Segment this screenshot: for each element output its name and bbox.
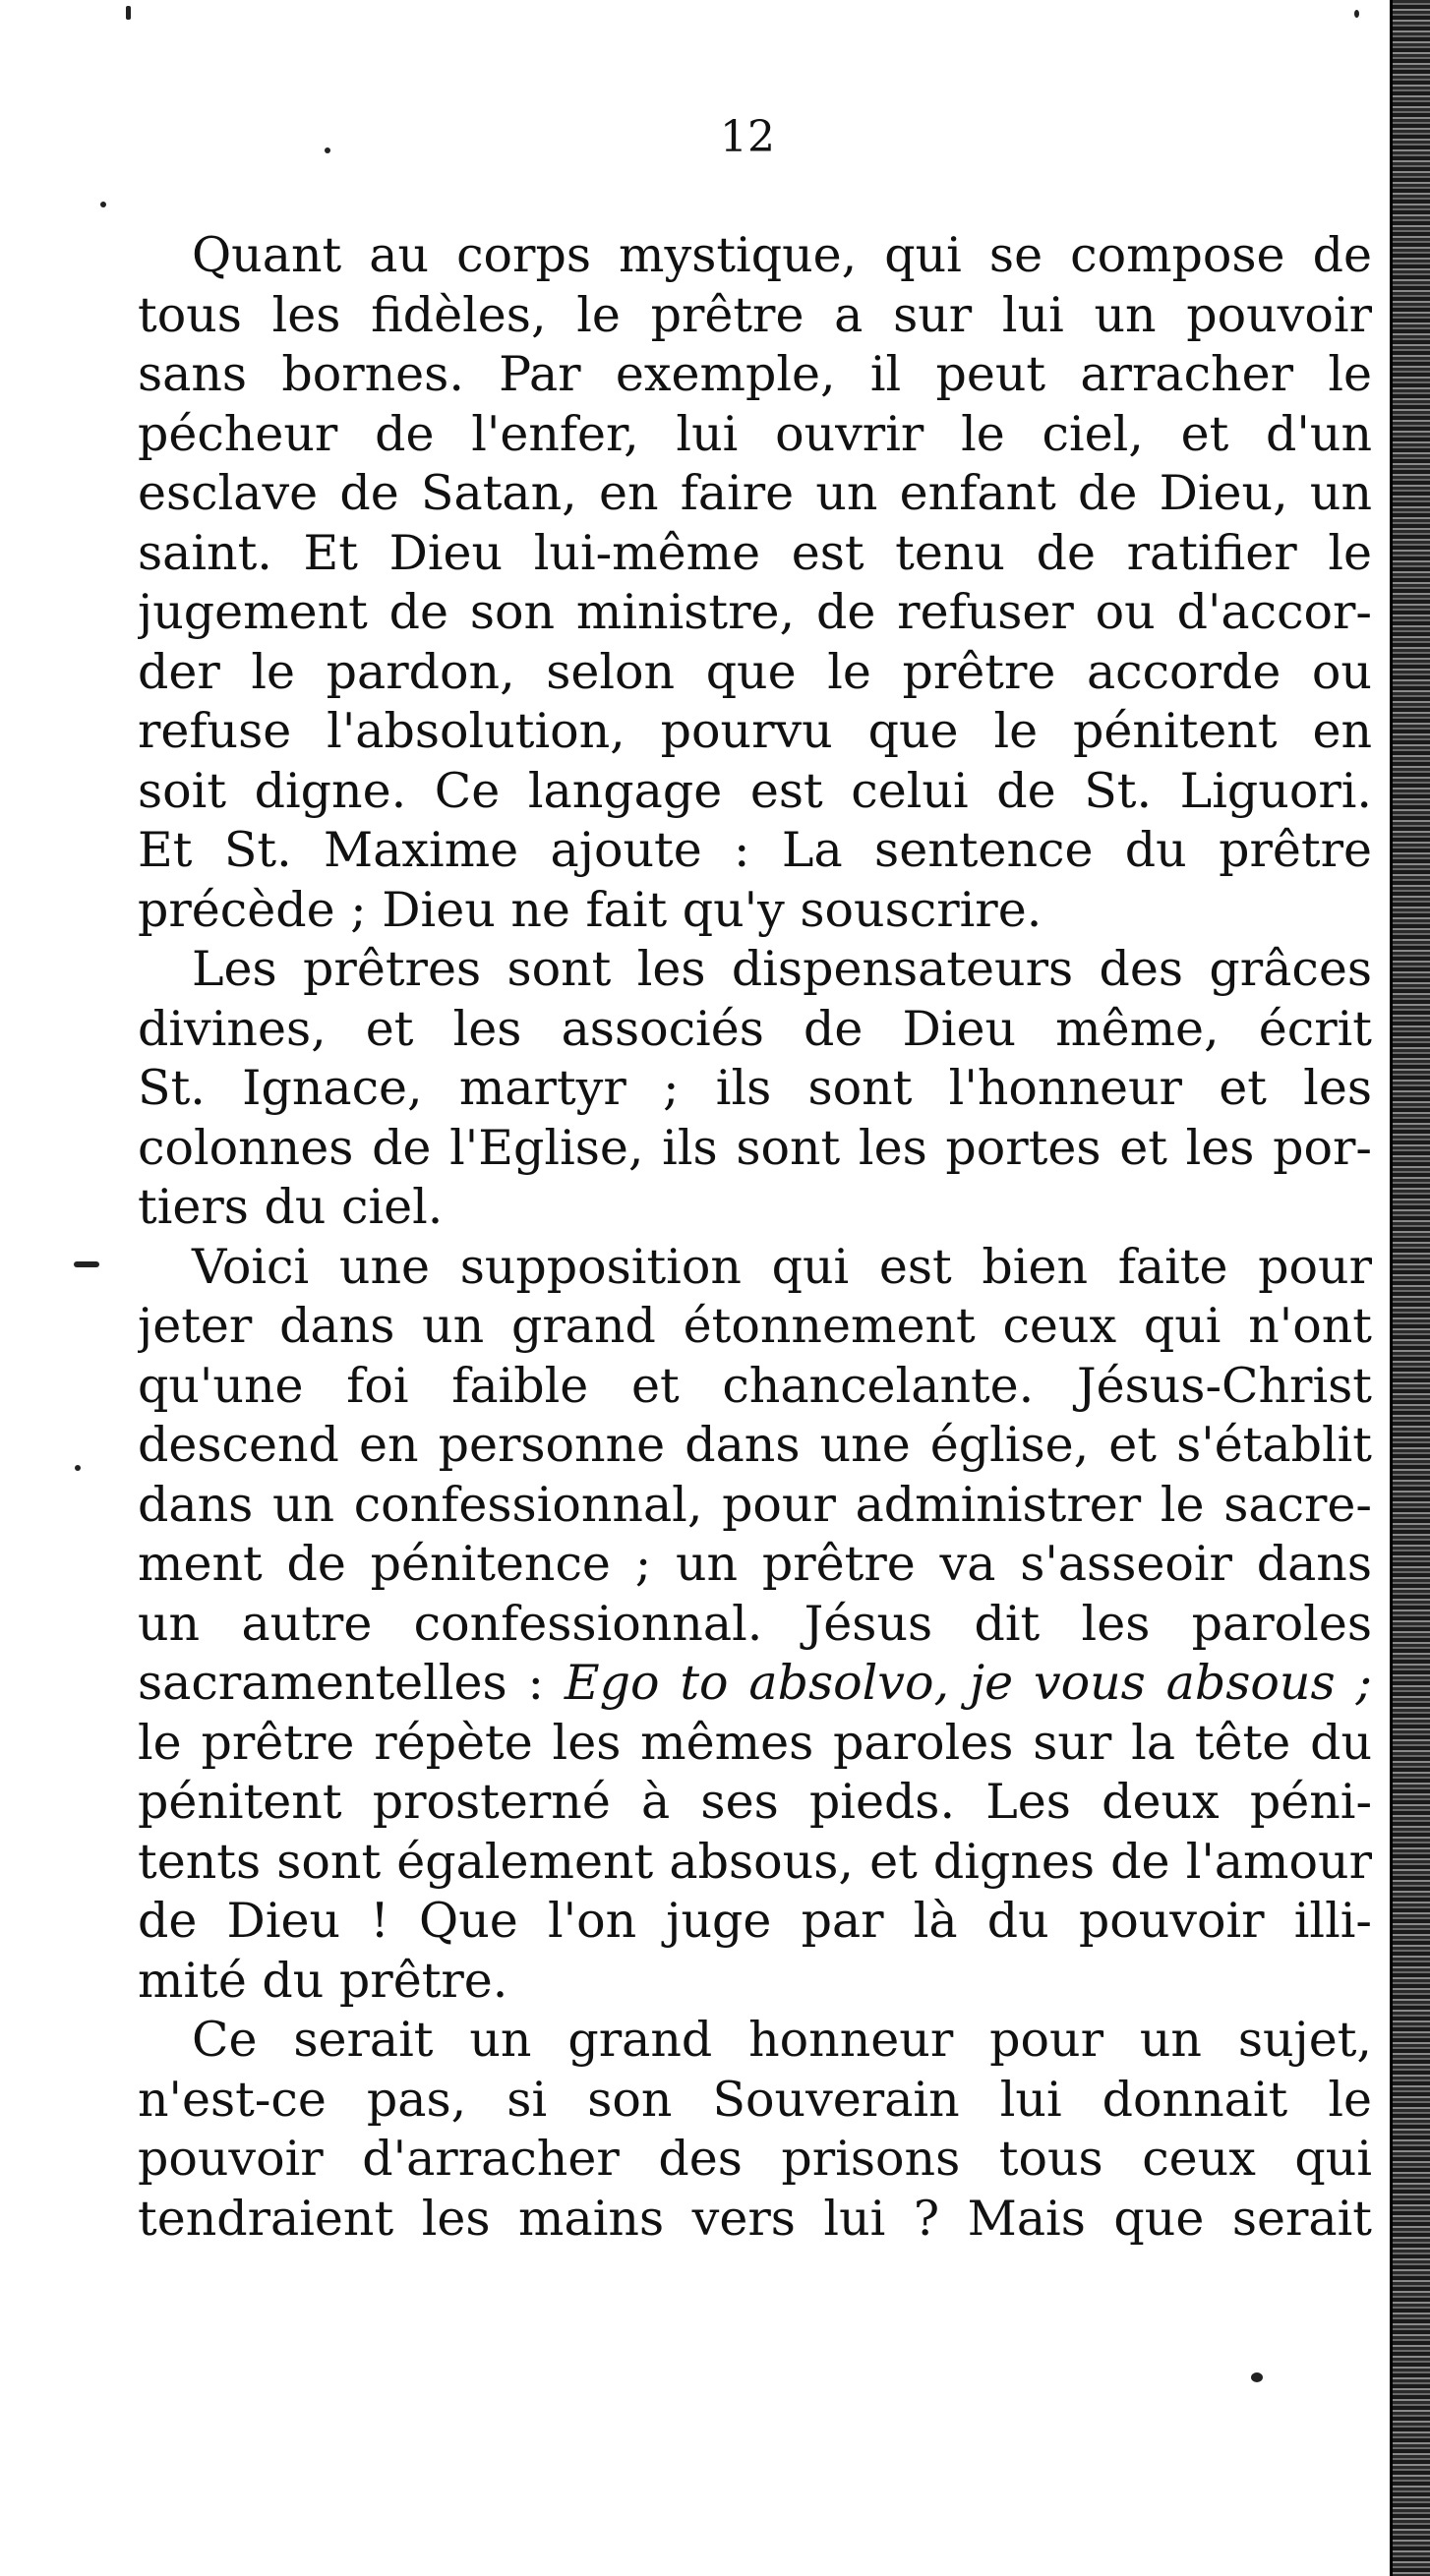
text-line: [138, 821, 1372, 881]
text-line: [138, 2190, 1372, 2250]
text-line: [138, 2011, 1372, 2071]
text-line: [138, 1535, 1372, 1595]
text-line: [138, 2071, 1372, 2131]
text-line: [138, 226, 1372, 286]
text-line-content: tiers du ciel.: [138, 1179, 444, 1235]
print-speck: [325, 147, 330, 153]
text-line: [138, 1892, 1372, 1952]
text-line-content: descend en personne dans une église, et s'établit: [138, 1417, 1372, 1473]
text-line-content: Voici une supposition qui est bien faite pour: [192, 1238, 1372, 1295]
text-line-content: précède ; Dieu ne fait qu'y souscrire.: [138, 881, 1043, 938]
text-line-content: le prêtre répète les mêmes paroles sur la tête du: [138, 1714, 1372, 1771]
page-number: 12: [720, 112, 775, 162]
text-line: [138, 1178, 1372, 1238]
text-line-content: sacramentelles :: [138, 1655, 544, 1711]
text-line-content: pécheur de l'enfer, lui ouvrir le ciel, et d'un: [138, 405, 1372, 462]
text-line-content: ment de pénitence ; un prêtre va s'asseoir dans: [138, 1536, 1372, 1592]
page-binding-edge: [1390, 0, 1430, 2576]
text-line: [138, 702, 1372, 762]
text-line-content: Et St. Maxime ajoute : La sentence du prêtre: [138, 822, 1372, 878]
text-line: [138, 1297, 1372, 1357]
text-line-content: divines, et les associés de Dieu même, écrit: [138, 1000, 1372, 1057]
body-text: [138, 226, 1372, 2249]
text-line: [138, 405, 1372, 465]
text-line-content: mité du prêtre.: [138, 1952, 508, 2009]
italic-text: Ego to absolvo, je vous absous ;: [564, 1655, 1372, 1711]
text-line-content: jugement de son ministre, de refuser ou d'accor-: [138, 584, 1372, 640]
text-line-content: Quant au corps mystique, qui se compose de: [192, 227, 1372, 283]
text-line-content: Ce serait un grand honneur pour un sujet,: [192, 2012, 1372, 2068]
text-line-content: tents sont également absous, et dignes de l'amour: [138, 1833, 1372, 1890]
text-line-content: de Dieu ! Que l'on juge par là du pouvoir illi-: [138, 1893, 1372, 1949]
text-line: [138, 1000, 1372, 1060]
text-line: [138, 1416, 1372, 1476]
print-speck: [1354, 10, 1359, 18]
text-line-content: Les prêtres sont les dispensateurs des grâces: [192, 941, 1372, 997]
text-line: [138, 1476, 1372, 1536]
text-line: [138, 1357, 1372, 1417]
text-line-content: n'est-ce pas, si son Souverain lui donnait le: [138, 2071, 1372, 2128]
text-line-content: sans bornes. Par exemple, il peut arracher le: [138, 346, 1372, 402]
text-line-content: St. Ignace, martyr ; ils sont l'honneur et les: [138, 1060, 1372, 1116]
print-speck: [75, 1465, 81, 1471]
text-line-content: pouvoir d'arracher des prisons tous ceux qui: [138, 2131, 1372, 2187]
print-speck: [100, 202, 106, 207]
text-line: [138, 940, 1372, 1000]
text-line: [138, 1714, 1372, 1774]
text-line-content: soit digne. Ce langage est celui de St. Liguori.: [138, 762, 1372, 819]
text-line: [138, 1238, 1372, 1298]
text-line-content: qu'une foi faible et chancelante. Jésus-Christ: [138, 1357, 1372, 1414]
text-line: [138, 1833, 1372, 1893]
text-line-content: dans un confessionnal, pour administrer le sacre-: [138, 1476, 1372, 1533]
text-line: [138, 1595, 1372, 1655]
text-line: [138, 1654, 1372, 1714]
text-line-content: tous les fidèles, le prêtre a sur lui un pouvoir: [138, 286, 1372, 343]
text-line-content: refuse l'absolution, pourvu que le pénitent en: [138, 703, 1372, 759]
text-line-content: jeter dans un grand étonnement ceux qui n'ont: [138, 1298, 1372, 1354]
text-line: [138, 345, 1372, 405]
text-line: [138, 643, 1372, 703]
text-line: [138, 583, 1372, 643]
print-speck: [1251, 2372, 1263, 2382]
text-line: [138, 1059, 1372, 1119]
print-speck: [126, 6, 131, 20]
text-line: [138, 464, 1372, 524]
text-line-content: esclave de Satan, en faire un enfant de Dieu, un: [138, 465, 1372, 521]
print-speck: [74, 1261, 99, 1267]
text-line: [138, 524, 1372, 584]
text-line: [138, 2130, 1372, 2190]
text-line: [138, 1773, 1372, 1833]
text-line: [138, 1119, 1372, 1179]
text-line-content: tendraient les mains vers lui ? Mais que serait: [138, 2190, 1372, 2247]
text-line: [138, 1952, 1372, 2012]
text-line: [138, 881, 1372, 941]
text-line: [138, 762, 1372, 822]
text-line-content: un autre confessionnal. Jésus dit les paroles: [138, 1595, 1372, 1652]
text-line: [138, 286, 1372, 346]
text-line-content: colonnes de l'Eglise, ils sont les portes et les por-: [138, 1119, 1372, 1176]
text-line-content: pénitent prosterné à ses pieds. Les deux péni-: [138, 1774, 1372, 1830]
text-line-content: saint. Et Dieu lui-même est tenu de ratifier le: [138, 524, 1372, 581]
text-line-content: der le pardon, selon que le prêtre accorde ou: [138, 643, 1372, 700]
